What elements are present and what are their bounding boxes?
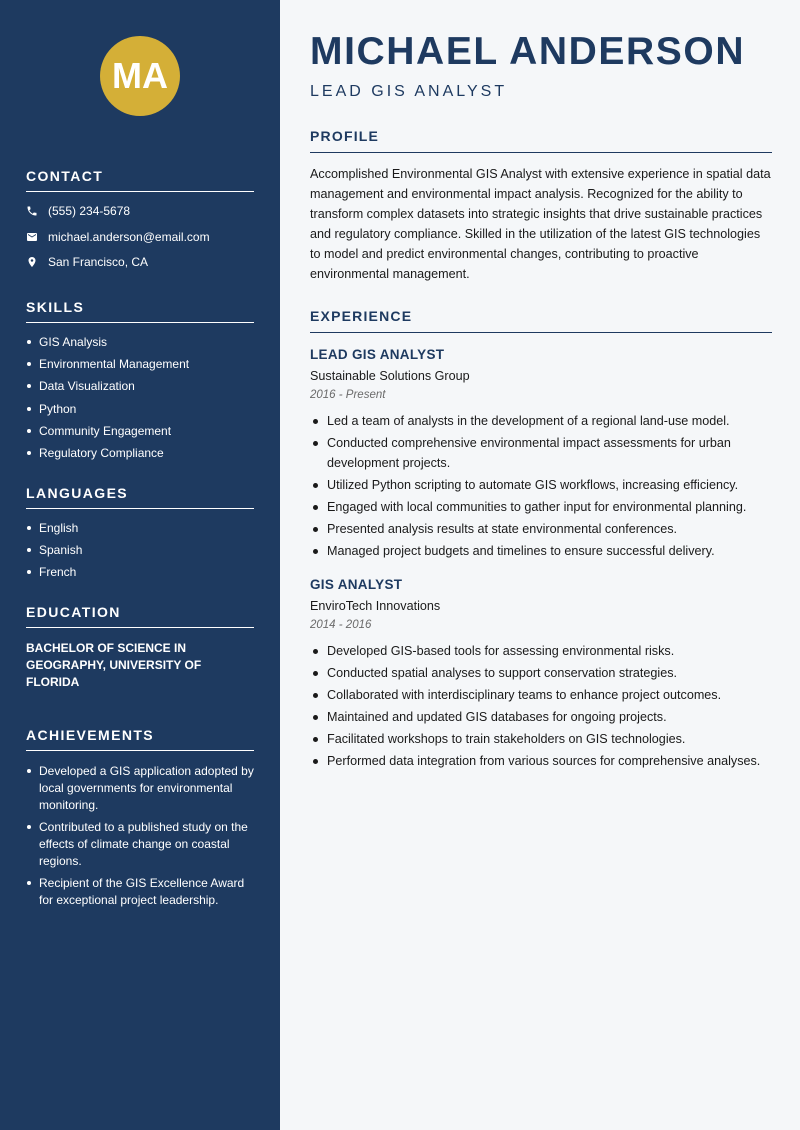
- list-item: Conducted spatial analyses to support conservation strategies.: [310, 663, 772, 683]
- contact-email: [26, 230, 254, 244]
- location-text: San Francisco, CA: [48, 255, 149, 269]
- phone-text: (555) 234-5678: [48, 204, 131, 218]
- achievements-list: [26, 763, 254, 909]
- list-item: Developed a GIS application adopted by local governments for environmental monitoring.: [26, 763, 254, 814]
- job-dates: 2016 - Present: [310, 389, 386, 401]
- list-item: Facilitated workshops to train stakeholders on GIS technologies.: [310, 729, 772, 749]
- skills-section: [26, 299, 254, 460]
- job-title: GIS ANALYST: [310, 577, 403, 592]
- skills-list: [26, 335, 254, 460]
- list-item: GIS Analysis: [26, 335, 254, 349]
- list-item: Presented analysis results at state environmental conferences.: [310, 519, 772, 539]
- job-company: Sustainable Solutions Group: [310, 369, 470, 383]
- job-entry: [310, 347, 772, 561]
- list-item: Data Visualization: [26, 379, 254, 393]
- list-item: Conducted comprehensive environmental impact assessments for urban development projects.: [310, 433, 772, 473]
- contact-heading: CONTACT: [26, 168, 254, 192]
- candidate-title: LEAD GIS ANALYST: [310, 83, 508, 100]
- job-entry: [310, 577, 772, 771]
- job-dates: 2014 - 2016: [310, 619, 372, 631]
- contact-phone: [26, 204, 254, 218]
- email-text: michael.anderson@email.com: [48, 229, 210, 244]
- list-item: Python: [26, 402, 254, 416]
- list-item: Environmental Management: [26, 357, 254, 371]
- list-item: Engaged with local communities to gather input for environmental planning.: [310, 497, 772, 517]
- list-item: Managed project budgets and timelines to ensure successful delivery.: [310, 541, 772, 561]
- job-title: LEAD GIS ANALYST: [310, 347, 445, 362]
- candidate-name: MICHAEL ANDERSON: [310, 30, 746, 73]
- list-item: Recipient of the GIS Excellence Award for exceptional project leadership.: [26, 875, 254, 909]
- phone-icon: [26, 205, 38, 217]
- list-item: Regulatory Compliance: [26, 446, 254, 460]
- job-bullets: [310, 641, 772, 771]
- list-item: Utilized Python scripting to automate GIS workflows, increasing efficiency.: [310, 475, 772, 495]
- list-item: Contributed to a published study on the effects of climate change on coastal regions.: [26, 819, 254, 870]
- list-item: Performed data integration from various sources for comprehensive analyses.: [310, 751, 772, 771]
- avatar: MA: [100, 36, 180, 116]
- profile-section: [310, 128, 772, 284]
- job-bullets: [310, 411, 772, 561]
- job-company: EnviroTech Innovations: [310, 599, 441, 613]
- profile-heading: PROFILE: [310, 128, 772, 153]
- education-degree: BACHELOR OF SCIENCE IN GEOGRAPHY, UNIVERSITY OF FLORIDA: [26, 641, 202, 690]
- mail-icon: [26, 231, 38, 243]
- education-heading: EDUCATION: [26, 604, 254, 628]
- sidebar: [0, 0, 280, 1130]
- list-item: French: [26, 565, 254, 579]
- list-item: English: [26, 521, 254, 535]
- education-section: [26, 604, 254, 691]
- list-item: Maintained and updated GIS databases for ongoing projects.: [310, 707, 772, 727]
- list-item: Collaborated with interdisciplinary teams to enhance project outcomes.: [310, 685, 772, 705]
- list-item: Led a team of analysts in the development of a regional land-use model.: [310, 411, 772, 431]
- experience-section: [310, 308, 772, 773]
- location-pin-icon: [26, 256, 38, 268]
- experience-heading: EXPERIENCE: [310, 308, 772, 333]
- skills-heading: SKILLS: [26, 299, 254, 323]
- contact-location: [26, 255, 254, 269]
- list-item: Developed GIS-based tools for assessing environmental risks.: [310, 641, 772, 661]
- languages-section: [26, 485, 254, 579]
- languages-list: [26, 521, 254, 579]
- achievements-section: [26, 727, 254, 909]
- profile-text: Accomplished Environmental GIS Analyst with extensive experience in spatial data management and environmental impact analysis. Recognized for the ability to transform complex datasets into strategic insights that drive sustainable practices and regulatory compliance. Skilled in the utilization of the latest GIS technologies to model and predict environmental changes, contributing to proactive environmental management.: [310, 167, 771, 281]
- languages-heading: LANGUAGES: [26, 485, 254, 509]
- contact-section: [26, 168, 254, 269]
- list-item: Spanish: [26, 543, 254, 557]
- achievements-heading: ACHIEVEMENTS: [26, 727, 254, 751]
- list-item: Community Engagement: [26, 424, 254, 438]
